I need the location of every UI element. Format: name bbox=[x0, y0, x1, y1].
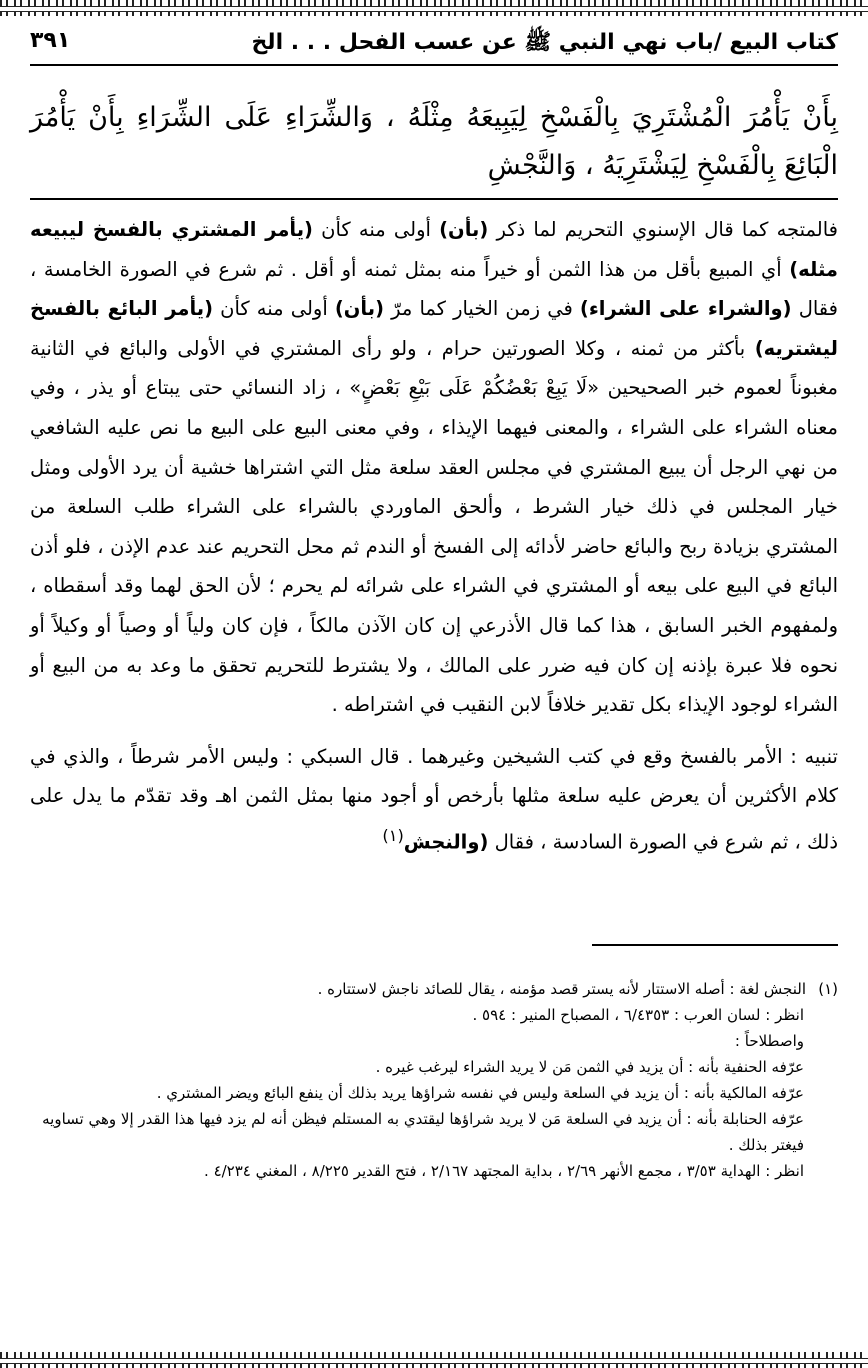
quoted-matn: (يأمر المشتري بالفسخ ليبيعه مثله) bbox=[30, 218, 838, 281]
footnote-line: انظر : الهداية ٣/٥٣ ، مجمع الأنهر ٢/٦٩ ، بداية المجتهد ٢/١٦٧ ، فتح القدير ٨/٢٢٥ ، المغني ٤/٢٣٤ . bbox=[204, 1162, 804, 1180]
footnote-line: عرّفه المالكية بأنه : أن يزيد في السلعة وليس في نفسه شراؤها يريد بذلك أن ينفع البائع ويضر المشتري . bbox=[156, 1084, 804, 1102]
quoted-matn: (والشراء على الشراء) bbox=[579, 297, 792, 321]
text-run: أي المبيع بأقل من هذا الثمن أو خيراً منه بمثل ثمنه أو أقل . ثم شرع في الصورة الخامسة ، فقال bbox=[30, 257, 838, 321]
footnote-text: النجش لغة : أصله الاستتار لأنه يستر قصد مؤمنه ، يقال للصائد ناجش لاستتاره . bbox=[317, 980, 806, 998]
matn-text: بِأَنْ يَأْمُرَ الْمُشْتَرِيَ بِالْفَسْخِ لِيَبِيعَهُ مِثْلَهُ ، وَالشِّرَاءِ عَلَى الشِّرَاءِ بِأَنْ يَأْمُرَ الْبَائِعَ بِالْفَسْخِ لِيَشْتَرِيَهُ ، وَالنَّجْشِ bbox=[30, 94, 838, 200]
page-number: ٣٩١ bbox=[30, 28, 71, 53]
quoted-matn: (يأمر البائع بالفسخ ليشتريه) bbox=[30, 297, 838, 360]
commentary-body bbox=[30, 210, 838, 874]
footnotes bbox=[34, 976, 838, 1184]
footnote-line: انظر : لسان العرب : ٦/٤٣٥٣ ، المصباح المنير : ٥٩٤ . bbox=[472, 1006, 804, 1024]
quoted-matn: (بأن) bbox=[439, 218, 489, 241]
footnote-line: واصطلاحاً : bbox=[734, 1032, 804, 1050]
commentary-paragraph bbox=[30, 210, 838, 725]
page-header bbox=[30, 24, 838, 66]
running-title: كتاب البيع /باب نهي النبي ﷺ عن عسب الفحل . . . الخ bbox=[251, 30, 838, 55]
text-run: في زمن الخيار كما مرّ bbox=[384, 297, 580, 321]
quoted-matn: (بأن) bbox=[334, 297, 384, 321]
footnote-line: عرّفه الحنابلة بأنه : أن يزيد في السلعة مَن لا يريد شراؤها ليقتدي به المستلم فيظن أنه لم يزد فيها هذا القدر إلا وهي تساويه فيغتر بذلك . bbox=[42, 1110, 804, 1154]
bottom-ornamental-border bbox=[0, 1352, 868, 1368]
footnote-line: عرّفه الحنفية بأنه : أن يزيد في الثمن مَن لا يريد الشراء ليرغب غيره . bbox=[375, 1058, 804, 1076]
footnote-marker[interactable]: (١) bbox=[382, 825, 404, 845]
note-paragraph bbox=[30, 737, 838, 862]
text-run: أولى منه كأن bbox=[213, 297, 335, 321]
footnote-line bbox=[34, 976, 838, 1002]
text-run: بأكثر من ثمنه ، وكلا الصورتين حرام ، ولو رأى المشتري في الأولى والبائع في الثانية مغبوناً لعموم خبر الصحيحين «لَا يَبِعْ بَعْضُكُمْ عَلَى بَيْعِ بَعْضٍ» ، زاد النسائي حتى يبتاع أو يذر ، وفي معناه الشراء على الشراء ، والمعنى فيهما الإيذاء ، وفي معنى البيع على البيع ما نص عليه الشافعي من نهي الرجل أن يبيع المشتري في مجلس العقد سلعة مثل التي اشتراها خشية أن يرد الأولى ومثل خيار المجلس في ذلك خيار الشرط ، وألحق الماوردي بالشراء على الشراء طلب السلعة من المشتري بزيادة ربح والبائع حاضر لأدائه إلى الفسخ أو الندم ثم محل التحريم عند عدم الإذن ، فلو أذن البائع في البيع على بيعه أو المشتري في الشراء على شرائه لم يحرم ؛ لأن الحق لهما وقد أسقطاه ، ولمفهوم الخبر السابق ، هذا كما قال الأذرعي إن كان الآذن مالكاً ، فإن كان ولياً أو وصياً أو وكيلاً أو نحوه فلا عبرة بإذنه إن كان فيه ضرر على المالك ، ولا يشترط للتحريم تحقق ما وعد به من البيع أو الشراء لوجود الإيذاء بكل تقدير خلافاً لابن النقيب في اشتراطه . bbox=[30, 336, 838, 717]
text-run: فالمتجه كما قال الإسنوي التحريم لما ذكر bbox=[488, 218, 838, 241]
footnote-number: (١) bbox=[818, 980, 838, 998]
text-run: تنبيه : الأمر بالفسخ وقع في كتب الشيخين وغيرهما . قال السبكي : وليس الأمر شرطاً ، والذي في كلام الأكثرين أن يعرض عليه سلعة مثلها بأرخص أو أجود منها بمثل الثمن اهـ وقد تقدّم ما يدل على ذلك ، ثم شرع في الصورة السادسة ، فقال bbox=[30, 744, 838, 854]
top-ornamental-border bbox=[0, 0, 868, 16]
text-run: أولى منه كأن bbox=[312, 218, 440, 241]
footnote-separator bbox=[592, 944, 838, 946]
quoted-matn: (والنجش bbox=[403, 830, 489, 854]
